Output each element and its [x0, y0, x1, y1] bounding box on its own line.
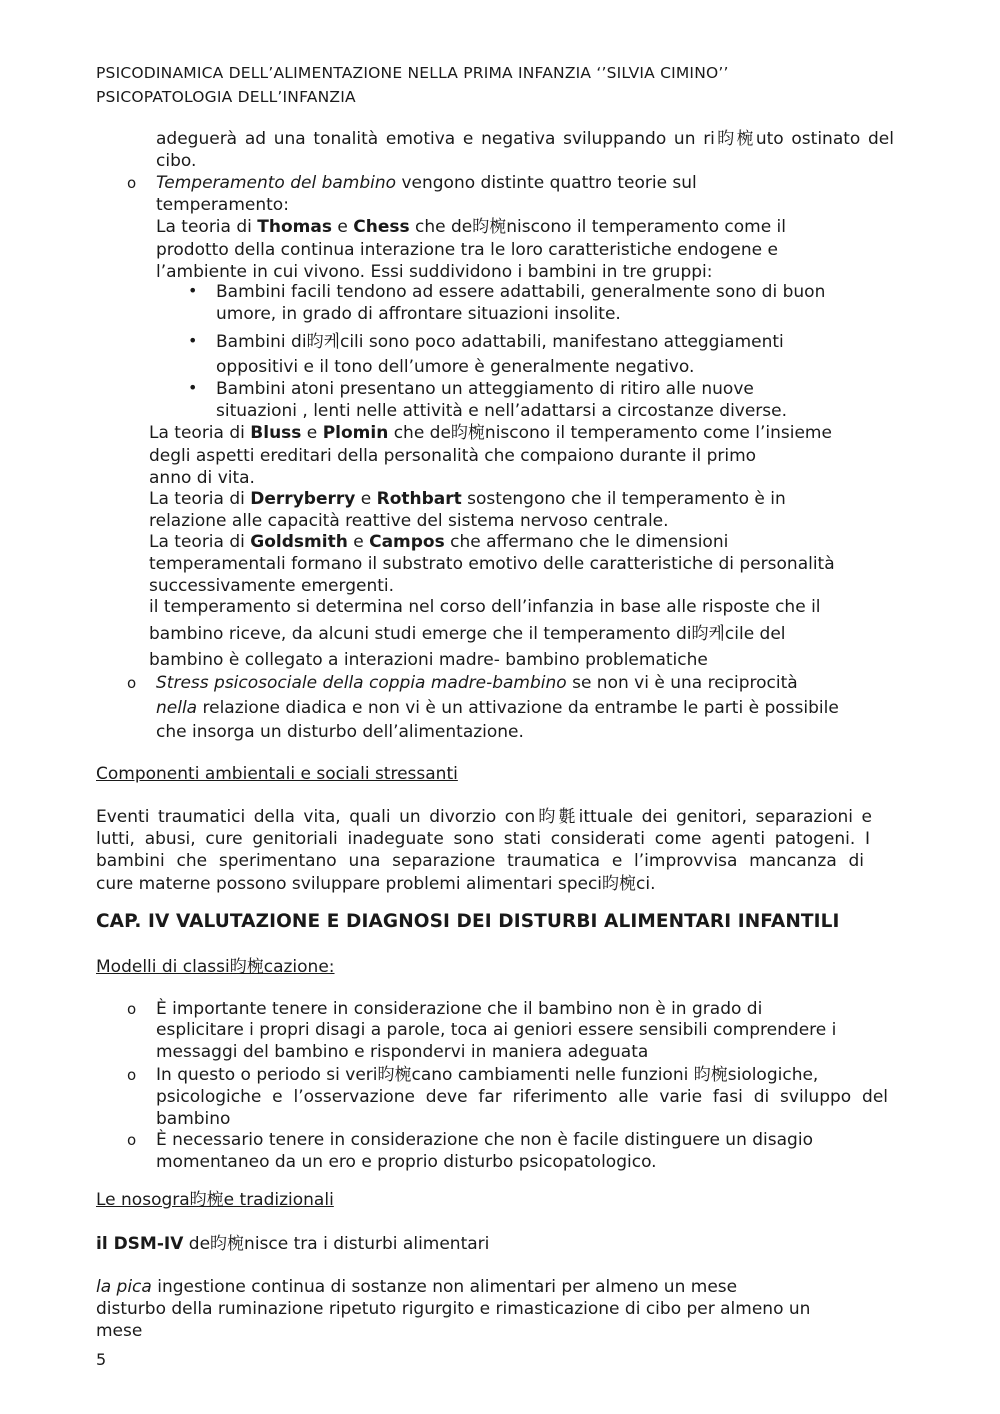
bullet-circle: o — [127, 174, 137, 192]
text-run: e — [331, 217, 354, 237]
bullet-circle: o — [127, 1066, 137, 1084]
bambini-difficili-line: Bambini di昀케cili sono poco adattabili, manifestano atteggiamenti — [216, 332, 784, 352]
temperamento-difficile-line: bambino riceve, da alcuni studi emerge che il temperamento di昀케cile del — [149, 624, 786, 644]
bluss-plomin-line — [149, 422, 832, 444]
continuation-line: adeguerà ad una tonalità emotiva e negativa sviluppando un ri昀椀uto ostinato del — [156, 129, 894, 149]
modelli-item-line: bambino — [156, 1109, 231, 1129]
text-run: relazione diadica e non vi è un attivazione da entrambe le parti è possibile — [197, 698, 839, 718]
text-run: che de昀椀niscono il temperamento come l’insieme — [388, 423, 832, 443]
modelli-item-line: psicologiche e l’osservazione deve far riferimento alle varie fasi di sviluppo del — [156, 1087, 888, 1107]
modelli-item-line: esplicitare i propri disagi a parole, toca ai geniori essere sensibili comprendere i — [156, 1020, 837, 1040]
running-header-line2: PSICOPATOLOGIA DELL’INFANZIA — [96, 88, 356, 106]
componenti-line: cure materne possono sviluppare problemi alimentari speci昀椀ci. — [96, 874, 656, 894]
section-title-nosografie: Le nosogra昀椀e tradizionali — [96, 1190, 334, 1210]
page-number: 5 — [96, 1350, 107, 1369]
text-run: che de昀椀niscono il temperamento come il — [409, 217, 786, 237]
text-run: nella — [156, 698, 198, 718]
componenti-line: lutti, abusi, cure genitoriali inadeguate sono stati considerati come agenti patogeni. I — [96, 829, 870, 849]
pica-term: la pica — [96, 1277, 152, 1297]
pica-line — [96, 1276, 737, 1298]
temperamento-difficile-line: bambino è collegato a interazioni madre- bambino problematiche — [149, 650, 708, 670]
componenti-line: bambini che sperimentano una separazione traumatica e l’improvvisa mancanza di — [96, 851, 864, 871]
modelli-item-line: È necessario tenere in considerazione che non è facile distinguere un disagio — [156, 1130, 813, 1150]
derryberry-line: relazione alle capacità reattive del sistema nervoso centrale. — [149, 511, 669, 531]
temperamento-rest: vengono distinte quattro teorie sul — [396, 173, 697, 193]
bullet-dot: • — [188, 331, 198, 350]
goldsmith-line — [149, 531, 728, 553]
bullet-circle: o — [127, 1131, 137, 1149]
bullet-circle: o — [127, 674, 137, 692]
temperamento-cont: temperamento: — [156, 195, 289, 215]
bullet-dot: • — [188, 378, 198, 397]
stress-lead: Stress psicosociale della coppia madre-bambino — [156, 673, 567, 693]
author-name: Rothbart — [376, 489, 462, 509]
continuation-line: cibo. — [156, 151, 197, 171]
text-run: e — [347, 532, 370, 552]
bullet-circle: o — [127, 1000, 137, 1018]
bambini-difficili-line: oppositivi e il tono dell’umore è generalmente negativo. — [216, 357, 695, 377]
componenti-line: Eventi traumatici della vita, quali un divorzio con昀氀ittuale dei genitori, separazioni e — [96, 807, 872, 827]
thomas-chess-line: l’ambiente in cui vivono. Essi suddividono i bambini in tre gruppi: — [156, 262, 713, 282]
author-name: Campos — [369, 532, 445, 552]
goldsmith-line: temperamentali formano il substrato emotivo delle caratteristiche di personalità — [149, 554, 835, 574]
text-run: ingestione continua di sostanze non alimentari per almeno un mese — [151, 1277, 738, 1297]
text-run: e — [301, 423, 323, 443]
author-name: Goldsmith — [250, 532, 348, 552]
modelli-item-line: In questo o periodo si veri昀椀cano cambiamenti nelle funzioni 昀椀siologiche, — [156, 1065, 819, 1085]
text-run: e — [355, 489, 377, 509]
temperamento-difficile-line: il temperamento si determina nel corso dell’infanzia in base alle risposte che il — [149, 597, 821, 617]
bluss-plomin-line: anno di vita. — [149, 468, 255, 488]
author-name: Chess — [353, 217, 410, 237]
bambini-atoni-line: situazioni , lenti nelle attività e nell’adattarsi a circostanze diverse. — [216, 401, 788, 421]
running-header-line1: PSICODINAMICA DELL’ALIMENTAZIONE NELLA PRIMA INFANZIA ‘’SILVIA CIMINO’’ — [96, 64, 729, 82]
modelli-item-line: messaggi del bambino e rispondervi in maniera adeguata — [156, 1042, 649, 1062]
section-title-modelli: Modelli di classi昀椀cazione: — [96, 957, 335, 977]
goldsmith-line: successivamente emergenti. — [149, 576, 395, 596]
text-run: La teoria di — [156, 217, 258, 237]
derryberry-line — [149, 488, 786, 510]
author-name: Derryberry — [250, 489, 356, 509]
stress-rest: se non vi è una reciprocità — [566, 673, 798, 693]
stress-item — [156, 672, 798, 694]
ruminazione-line: mese — [96, 1321, 143, 1341]
author-name: Thomas — [257, 217, 332, 237]
temperamento-lead: Temperamento del bambino — [156, 173, 397, 193]
bambini-facili-line: umore, in grado di affrontare situazioni insolite. — [216, 304, 621, 324]
section-title-componenti: Componenti ambientali e sociali stressanti — [96, 764, 458, 784]
thomas-chess-line — [156, 216, 786, 238]
chapter-heading: CAP. IV VALUTAZIONE E DIAGNOSI DEI DISTURBI ALIMENTARI INFANTILI — [96, 911, 840, 932]
temperamento-item — [156, 172, 697, 194]
bambini-facili-line: Bambini facili tendono ad essere adattabili, generalmente sono di buon — [216, 282, 826, 302]
text-run: che affermano che le dimensioni — [444, 532, 729, 552]
dsm-label: il DSM-IV — [96, 1234, 184, 1254]
modelli-item-line: momentaneo da un ero e proprio disturbo psicopatologico. — [156, 1152, 657, 1172]
text-run: de昀椀nisce tra i disturbi alimentari — [183, 1234, 490, 1254]
bullet-dot: • — [188, 281, 198, 300]
modelli-item-line: È importante tenere in considerazione che il bambino non è in grado di — [156, 999, 763, 1019]
bluss-plomin-line: degli aspetti ereditari della personalità che compaiono durante il primo — [149, 446, 757, 466]
text-run: sostengono che il temperamento è in — [461, 489, 786, 509]
bambini-atoni-line: Bambini atoni presentano un atteggiamento di ritiro alle nuove — [216, 379, 754, 399]
text-run: La teoria di — [149, 532, 251, 552]
ruminazione-line: disturbo della ruminazione ripetuto rigurgito e rimasticazione di cibo per almeno un — [96, 1299, 811, 1319]
thomas-chess-line: prodotto della continua interazione tra le loro caratteristiche endogene e — [156, 240, 778, 260]
stress-line — [156, 697, 839, 719]
text-run: La teoria di — [149, 423, 251, 443]
dsm-line — [96, 1233, 489, 1255]
author-name: Bluss — [250, 423, 302, 443]
text-run: La teoria di — [149, 489, 251, 509]
author-name: Plomin — [322, 423, 389, 443]
stress-line: che insorga un disturbo dell’alimentazione. — [156, 722, 524, 742]
